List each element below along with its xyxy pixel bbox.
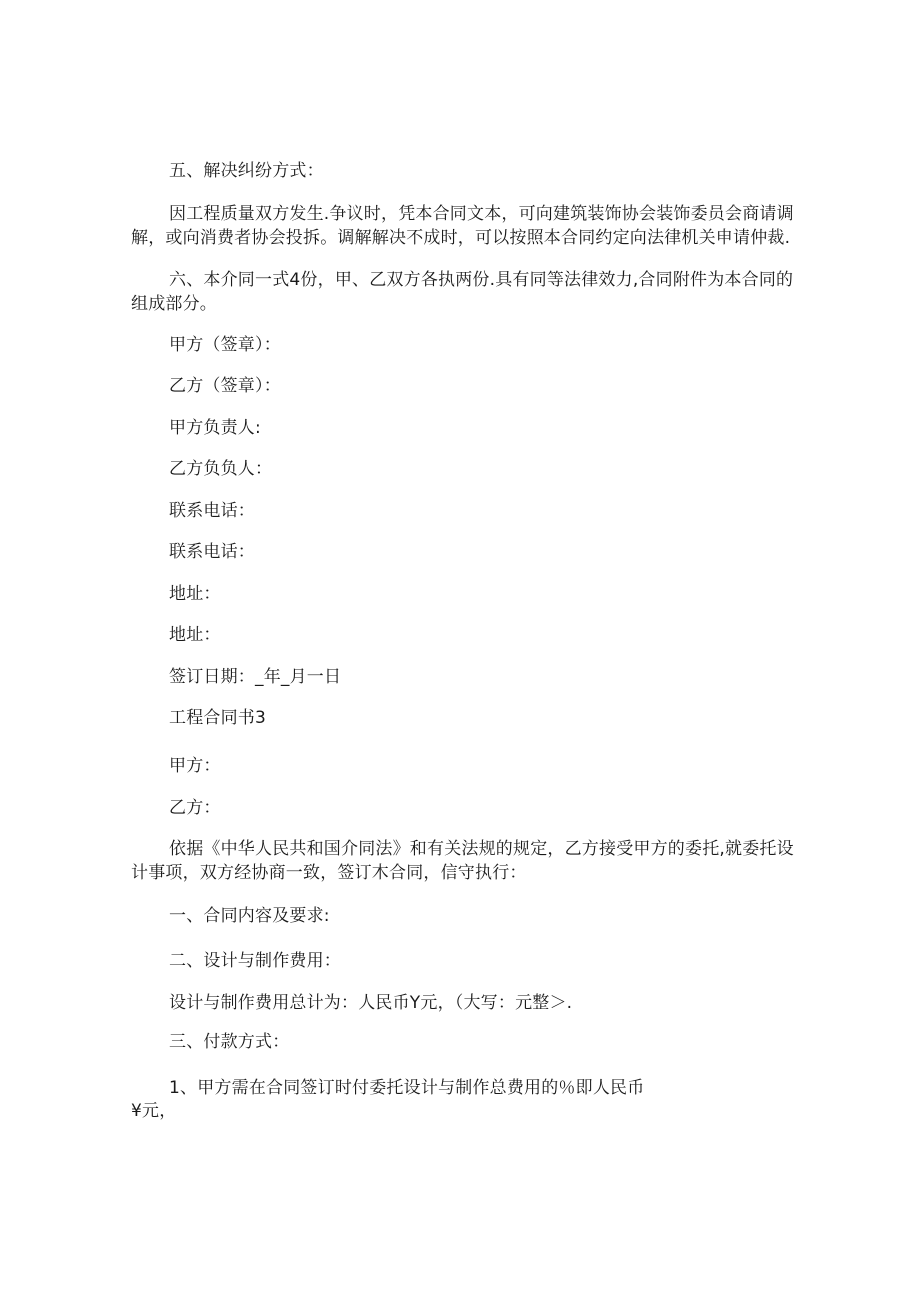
- contract-3-intro-line-1: 依据《中华人民共和国介同法》和有关法规的规定，乙方接受甲方的委托,就委托设: [169, 839, 794, 859]
- section-5-body-line-2: 解，或向消费者协会投拆。调解解决不成时，可以按照本合同约定向法律机关申请仲裁.: [131, 228, 791, 248]
- contract-3-fee-total: 设计与制作费用总计为：人民币Y元，（大写：元整＞.: [169, 993, 573, 1013]
- contract-3-payment-1-line-1: 1、甲方需在合同签订时付委托设计与制作总费用的％即人民币: [169, 1078, 645, 1098]
- section-5-heading: 五、解决纠纷方式：: [169, 161, 324, 181]
- party-a-seal-label: 甲方（签章）：: [169, 335, 281, 355]
- section-6-body-line-2: 组成部分。: [131, 294, 217, 314]
- section-5-body-line-1: 因工程质量双方发生.争议时，凭本合同文本，可向建筑装饰协会装饰委员会商请调: [169, 204, 794, 224]
- party-a-phone-label: 联系电话：: [169, 501, 255, 521]
- contract-3-title: 工程合同书3: [169, 708, 267, 728]
- contract-3-party-b: 乙方：: [169, 798, 221, 818]
- contract-3-intro-line-2: 计事项，双方经协商一致，签订木合同，信守执行：: [131, 863, 527, 883]
- contract-3-party-a: 甲方：: [169, 756, 221, 776]
- party-b-representative-label: 乙方负负人：: [169, 459, 273, 479]
- contract-3-item-3: 三、付款方式：: [169, 1032, 290, 1052]
- contract-3-payment-1-line-2: ¥元，: [131, 1101, 177, 1121]
- party-a-representative-label: 甲方负责人:: [169, 418, 261, 438]
- contract-3-item-1: 一、合同内容及要求:: [169, 906, 330, 926]
- party-b-address-label: 地址：: [169, 625, 221, 645]
- section-6-body-line-1: 六、本介同一式4份，甲、乙双方各执两份.具有同等法律效力,合同附件为本合同的: [169, 270, 794, 290]
- contract-3-item-2: 二、设计与制作费用：: [169, 951, 341, 971]
- sign-date-label: 签订日期：_年_月一日: [169, 667, 342, 687]
- party-b-seal-label: 乙方（签章）：: [169, 376, 281, 396]
- party-a-address-label: 地址：: [169, 584, 221, 604]
- party-b-phone-label: 联系电话：: [169, 542, 255, 562]
